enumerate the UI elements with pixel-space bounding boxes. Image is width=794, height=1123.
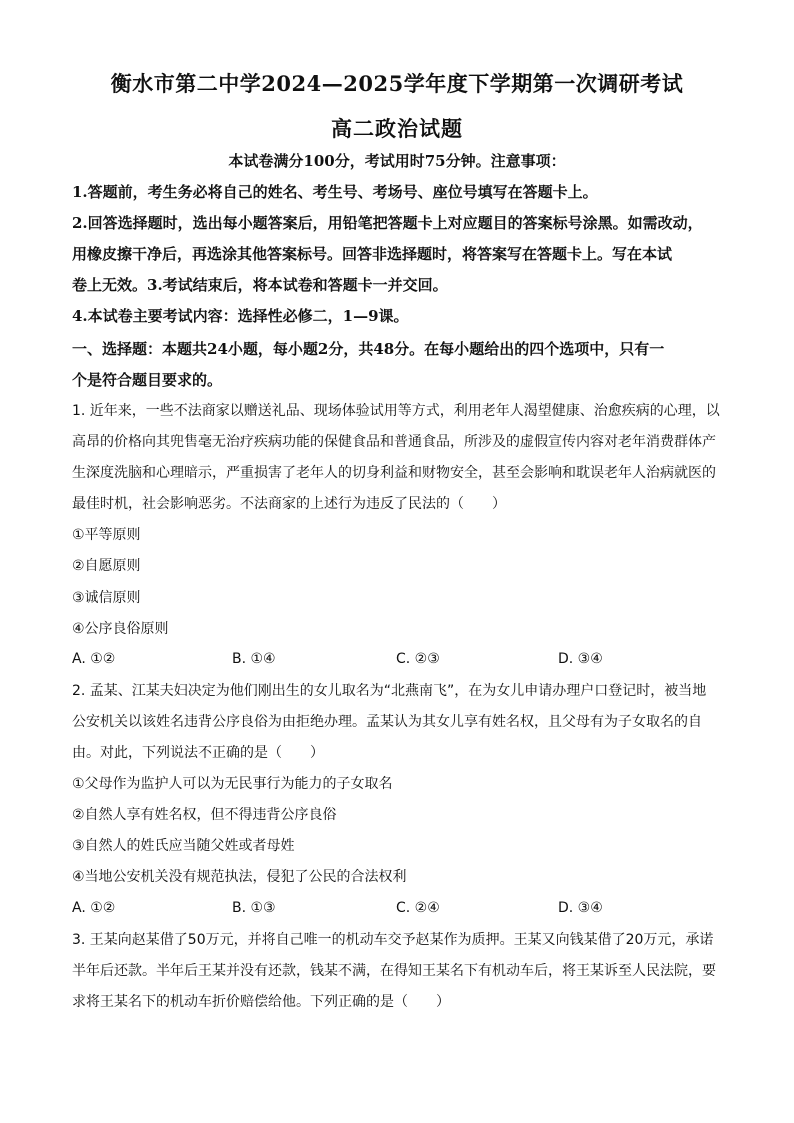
notice-line-4: 4.本试卷主要考试内容：选择性必修二，1—9课。 xyxy=(72,307,409,325)
q1-option-d: D. ③④ xyxy=(558,651,603,667)
q1-options xyxy=(72,651,732,669)
q1-line-4: 最佳时机，社会影响恶劣。不法商家的上述行为违反了民法的（ ） xyxy=(72,496,506,512)
q3-line-1: 3. 王某向赵某借了50万元，并将自己唯一的机动车交予赵某作为质押。王某又向钱某借了20万元，承诺 xyxy=(72,932,714,948)
q1-line-1: 1. 近年来，一些不法商家以赠送礼品、现场体验试用等方式，利用老年人渴望健康、治愈疾病的心理，以 xyxy=(72,403,720,419)
notice-line-2c: 卷上无效。3.考试结束后，将本试卷和答题卡一并交回。 xyxy=(72,276,448,294)
q2-option-d: D. ③④ xyxy=(558,900,603,916)
q2-line-2: 公安机关以该姓名违背公序良俗为由拒绝办理。孟某认为其女儿享有姓名权，且父母有为子女取名的自 xyxy=(72,714,702,730)
q2-options xyxy=(72,900,732,918)
q1-line-3: 生深度洗脑和心理暗示，严重损害了老年人的切身利益和财物安全，甚至会影响和耽误老年人治病就医的 xyxy=(72,465,716,481)
notice-line-1: 1.答题前，考生务必将自己的姓名、考生号、考场号、座位号填写在答题卡上。 xyxy=(72,183,598,201)
q2-item-2: ②自然人享有姓名权，但不得违背公序良俗 xyxy=(72,807,337,823)
q2-option-c: C. ②④ xyxy=(396,900,440,916)
page-title: 衡水市第二中学2024—2025学年度下学期第一次调研考试 xyxy=(110,71,684,96)
q1-option-b: B. ①④ xyxy=(232,651,276,667)
q1-item-4: ④公序良俗原则 xyxy=(72,621,169,637)
q2-line-3: 由。对此，下列说法不正确的是（ ） xyxy=(72,745,324,761)
q1-line-2: 高昂的价格向其兜售毫无治疗疾病功能的保健食品和普通食品，所涉及的虚假宣传内容对老年消费群体产 xyxy=(72,434,716,450)
q3-line-3: 求将王某名下的机动车折价赔偿给他。下列正确的是（ ） xyxy=(72,994,450,1010)
notice-line-2b: 用橡皮擦干净后，再选涂其他答案标号。回答非选择题时，将答案写在答题卡上。写在本试 xyxy=(72,245,673,263)
q2-option-a: A. ①② xyxy=(72,900,116,916)
page-subtitle: 高二政治试题 xyxy=(331,116,463,141)
notice-line-2a: 2.回答选择题时，选出每小题答案后，用铅笔把答题卡上对应题目的答案标号涂黑。如需改动， xyxy=(72,214,703,232)
q1-item-1: ①平等原则 xyxy=(72,527,141,543)
section-line-1: 一、选择题：本题共24小题，每小题2分，共48分。在每小题给出的四个选项中，只有一 xyxy=(72,340,665,358)
section-line-2: 个是符合题目要求的。 xyxy=(72,371,223,389)
q2-item-1: ①父母作为监护人可以为无民事行为能力的子女取名 xyxy=(72,776,393,792)
q2-item-3: ③自然人的姓氏应当随父姓或者母姓 xyxy=(72,838,295,854)
q1-option-a: A. ①② xyxy=(72,651,116,667)
q2-item-4: ④当地公安机关没有规范执法，侵犯了公民的合法权利 xyxy=(72,869,407,885)
q1-option-c: C. ②③ xyxy=(396,651,440,667)
q2-option-b: B. ①③ xyxy=(232,900,276,916)
q1-item-3: ③诚信原则 xyxy=(72,590,141,606)
q1-item-2: ②自愿原则 xyxy=(72,558,141,574)
q3-line-2: 半年后还款。半年后王某并没有还款，钱某不满，在得知王某名下有机动车后，将王某诉至人民法院，要 xyxy=(72,963,716,979)
q2-line-1: 2. 孟某、江某夫妇决定为他们刚出生的女儿取名为“北燕南飞”，在为女儿申请办理户口登记时，被当地 xyxy=(72,683,707,699)
notice-header: 本试卷满分100分，考试用时75分钟。注意事项： xyxy=(228,152,566,170)
